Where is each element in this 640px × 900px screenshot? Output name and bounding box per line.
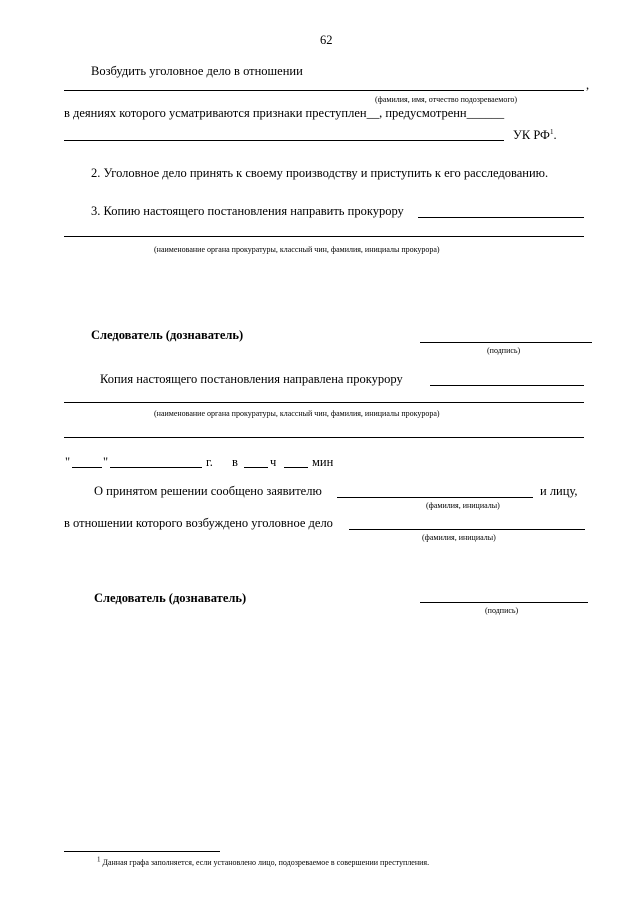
- copy-sent-third-line: [64, 437, 584, 438]
- date-minutes-line: [284, 467, 308, 468]
- code-period: .: [553, 128, 557, 142]
- signature-caption-1: (подпись): [487, 346, 521, 355]
- deeds-text: в деяниях которого усматриваются признаки преступлен__, предусмотренн______: [64, 106, 505, 120]
- item-3-text: 3. Копию настоящего постановления направить прокурору: [91, 204, 404, 218]
- footnote-ref: 1: [549, 127, 554, 136]
- copy-sent-second-line: [64, 402, 584, 403]
- suspect-line: [64, 90, 584, 91]
- date-day-line: [72, 467, 102, 468]
- applicant-caption: (фамилия, инициалы): [426, 501, 500, 510]
- copy-sent-text: Копия настоящего постановления направлена прокурору: [100, 372, 403, 386]
- item-2: 2. Уголовное дело принять к своему производству и приступить к его расследованию.: [91, 166, 549, 180]
- date-at-label: в: [232, 455, 238, 469]
- item-3-prosecutor-line: [418, 217, 584, 218]
- initiate-comma: ,: [586, 78, 590, 92]
- signature-caption-2: (подпись): [485, 606, 519, 615]
- article-line: [64, 140, 504, 141]
- date-hours-label: ч: [270, 455, 277, 469]
- footnote-marker: 1: [97, 855, 101, 864]
- code-label: УК РФ: [513, 128, 550, 142]
- item-3-caption: (наименование органа прокуратуры, классный чин, фамилия, инициалы прокурора): [154, 245, 440, 254]
- suspect-caption: (фамилия, имя, отчество подозреваемого): [375, 95, 518, 104]
- notification-text: О принятом решении сообщено заявителю: [94, 484, 322, 498]
- date-hours-line: [244, 467, 268, 468]
- footnote: [97, 855, 430, 867]
- date-quote-open: ": [65, 455, 71, 469]
- page-number: 62: [320, 33, 333, 47]
- and-person-text: и лицу,: [540, 484, 578, 498]
- against-text: в отношении которого возбуждено уголовное дело: [64, 516, 333, 530]
- date-year-label: г.: [206, 455, 213, 469]
- footnote-text: Данная графа заполняется, если установлено лицо, подозреваемое в совершении преступления.: [102, 858, 430, 867]
- footnote-separator: [64, 851, 220, 852]
- date-month-line: [110, 467, 202, 468]
- signature-line-1: [420, 342, 592, 343]
- initiate-text: Возбудить уголовное дело в отношении: [91, 64, 303, 78]
- copy-sent-prosecutor-line: [430, 385, 584, 386]
- copy-sent-caption: (наименование органа прокуратуры, классный чин, фамилия, инициалы прокурора): [154, 409, 440, 418]
- investigator-label-1: Следователь (дознаватель): [91, 328, 244, 342]
- date-quote-close: ": [103, 455, 109, 469]
- person-line: [349, 529, 585, 530]
- applicant-line: [337, 497, 533, 498]
- investigator-label-2: Следователь (дознаватель): [94, 591, 247, 605]
- date-minutes-label: мин: [312, 455, 334, 469]
- item-3-second-line: [64, 236, 584, 237]
- signature-line-2: [420, 602, 588, 603]
- code-text: [513, 128, 557, 143]
- person-caption: (фамилия, инициалы): [422, 533, 496, 542]
